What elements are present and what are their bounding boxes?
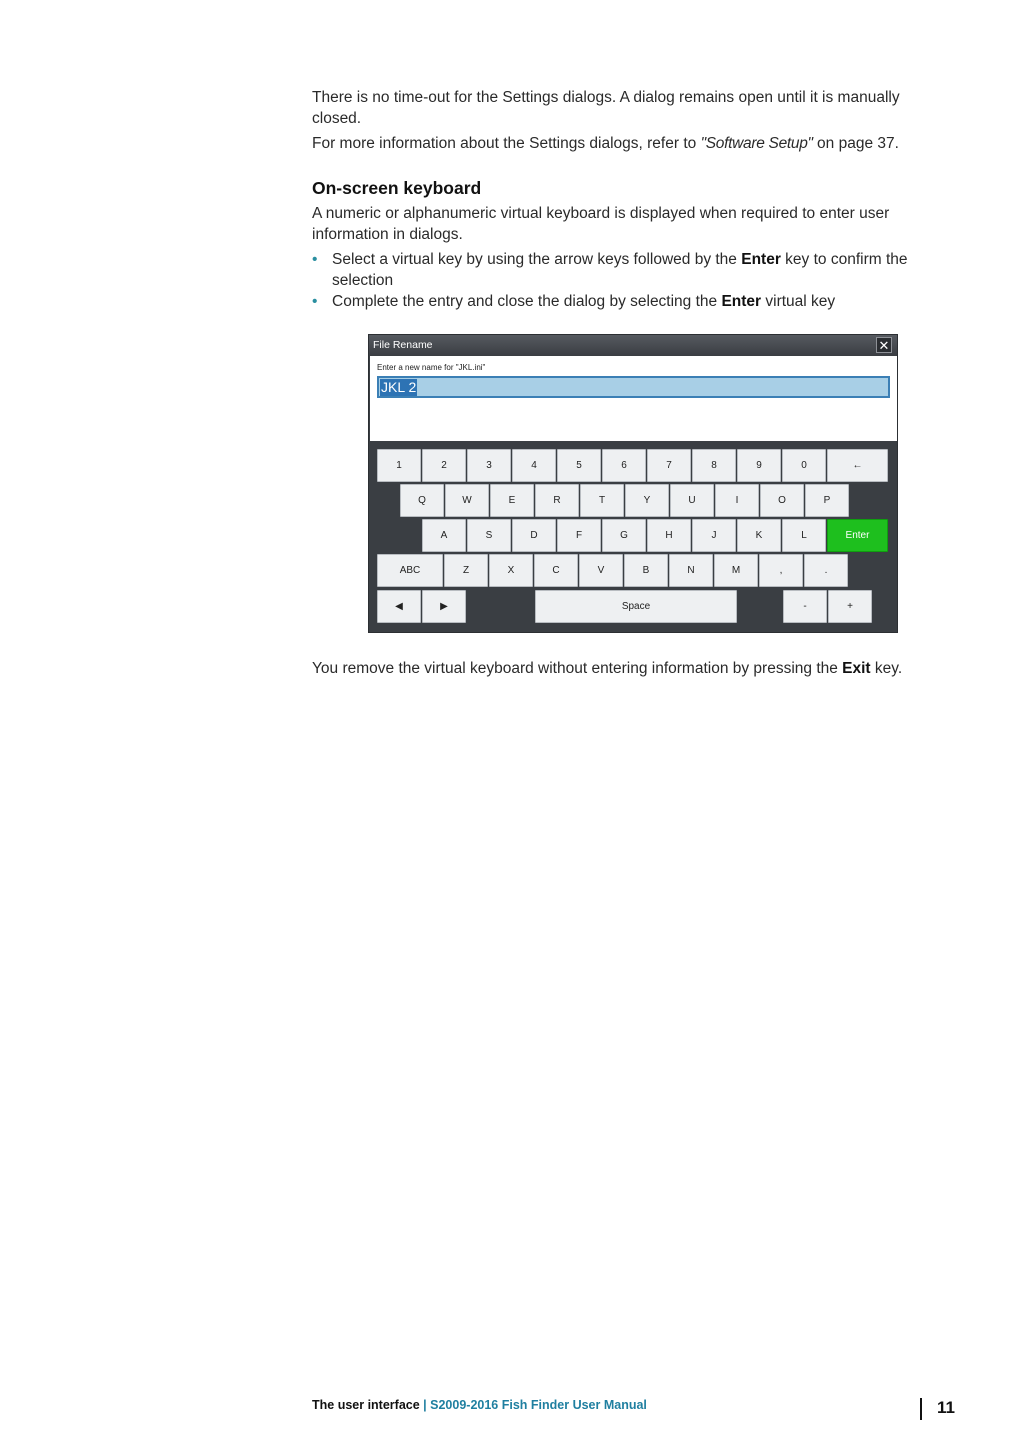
exit-paragraph: [312, 658, 922, 679]
key-5[interactable]: 5: [557, 449, 601, 482]
reference-text-after: on page 37.: [812, 135, 899, 152]
footer-section: The user interface: [312, 1398, 420, 1412]
key-space[interactable]: Space: [535, 590, 737, 623]
bullet-item: [312, 291, 922, 312]
key-c[interactable]: C: [534, 554, 578, 587]
exit-text-after: key.: [870, 660, 903, 677]
key-9[interactable]: 9: [737, 449, 781, 482]
key-o[interactable]: O: [760, 484, 804, 517]
dialog-titlebar: [369, 335, 897, 356]
footer-doc-title: S2009-2016 Fish Finder User Manual: [430, 1398, 647, 1412]
key-cursor-left[interactable]: ◀: [377, 590, 421, 623]
key-z[interactable]: Z: [444, 554, 488, 587]
page-footer: [312, 1398, 647, 1412]
bullet-text-before: Select a virtual key by using the arrow keys followed by the: [332, 251, 742, 268]
key-n[interactable]: N: [669, 554, 713, 587]
key-4[interactable]: 4: [512, 449, 556, 482]
key-period[interactable]: .: [804, 554, 848, 587]
key-q[interactable]: Q: [400, 484, 444, 517]
key-minus[interactable]: -: [783, 590, 827, 623]
key-w[interactable]: W: [445, 484, 489, 517]
key-l[interactable]: L: [782, 519, 826, 552]
key-8[interactable]: 8: [692, 449, 736, 482]
bullet-text-after: virtual key: [761, 293, 836, 310]
key-r[interactable]: R: [535, 484, 579, 517]
page-number-divider: [920, 1398, 922, 1420]
key-6[interactable]: 6: [602, 449, 646, 482]
key-2[interactable]: 2: [422, 449, 466, 482]
close-icon[interactable]: ✕: [876, 337, 892, 353]
key-t[interactable]: T: [580, 484, 624, 517]
section-heading: On-screen keyboard: [312, 178, 482, 198]
bullet-list: [312, 249, 922, 312]
rename-prompt: Enter a new name for "JKL.ini": [377, 363, 486, 372]
key-d[interactable]: D: [512, 519, 556, 552]
bullet-bold: Enter: [741, 251, 781, 268]
dialog-body: [370, 356, 897, 441]
key-a[interactable]: A: [422, 519, 466, 552]
page-number: 11: [937, 1398, 955, 1417]
key-backspace[interactable]: ←: [827, 449, 888, 482]
key-m[interactable]: M: [714, 554, 758, 587]
key-1[interactable]: 1: [377, 449, 421, 482]
key-x[interactable]: X: [489, 554, 533, 587]
key-abc[interactable]: ABC: [377, 554, 443, 587]
key-j[interactable]: J: [692, 519, 736, 552]
key-s[interactable]: S: [467, 519, 511, 552]
exit-bold: Exit: [842, 660, 871, 677]
key-cursor-right[interactable]: ▶: [422, 590, 466, 623]
key-comma[interactable]: ,: [759, 554, 803, 587]
key-g[interactable]: G: [602, 519, 646, 552]
key-e[interactable]: E: [490, 484, 534, 517]
bullet-bold: Enter: [721, 293, 762, 310]
filename-input[interactable]: [377, 376, 890, 398]
reference-paragraph: [312, 133, 922, 154]
bullet-item: [312, 249, 922, 291]
key-3[interactable]: 3: [467, 449, 511, 482]
key-k[interactable]: K: [737, 519, 781, 552]
intro-paragraph: There is no time-out for the Settings dialogs. A dialog remains open until it is manually closed.: [312, 89, 900, 127]
key-b[interactable]: B: [624, 554, 668, 587]
key-7[interactable]: 7: [647, 449, 691, 482]
footer-separator: |: [419, 1398, 431, 1412]
key-i[interactable]: I: [715, 484, 759, 517]
key-v[interactable]: V: [579, 554, 623, 587]
keyboard-description: A numeric or alphanumeric virtual keyboard is displayed when required to enter user information in dialogs.: [312, 205, 890, 243]
key-0[interactable]: 0: [782, 449, 826, 482]
key-p[interactable]: P: [805, 484, 849, 517]
dialog-title: File Rename: [373, 339, 433, 351]
software-setup-link[interactable]: "Software Setup": [700, 135, 813, 152]
file-rename-dialog: [368, 334, 898, 633]
key-plus[interactable]: +: [828, 590, 872, 623]
bullet-text-before: Complete the entry and close the dialog by selecting the: [332, 293, 722, 310]
exit-text-before: You remove the virtual keyboard without entering information by pressing the: [312, 660, 843, 677]
bullet-icon: •: [312, 293, 318, 310]
key-y[interactable]: Y: [625, 484, 669, 517]
reference-text-before: For more information about the Settings dialogs, refer to: [312, 135, 701, 152]
key-enter[interactable]: Enter: [827, 519, 888, 552]
key-h[interactable]: H: [647, 519, 691, 552]
filename-input-value: JKL 2: [381, 379, 417, 395]
key-u[interactable]: U: [670, 484, 714, 517]
bullet-icon: •: [312, 251, 318, 268]
key-f[interactable]: F: [557, 519, 601, 552]
bullet-text-after: key to confirm the selection: [332, 251, 908, 289]
